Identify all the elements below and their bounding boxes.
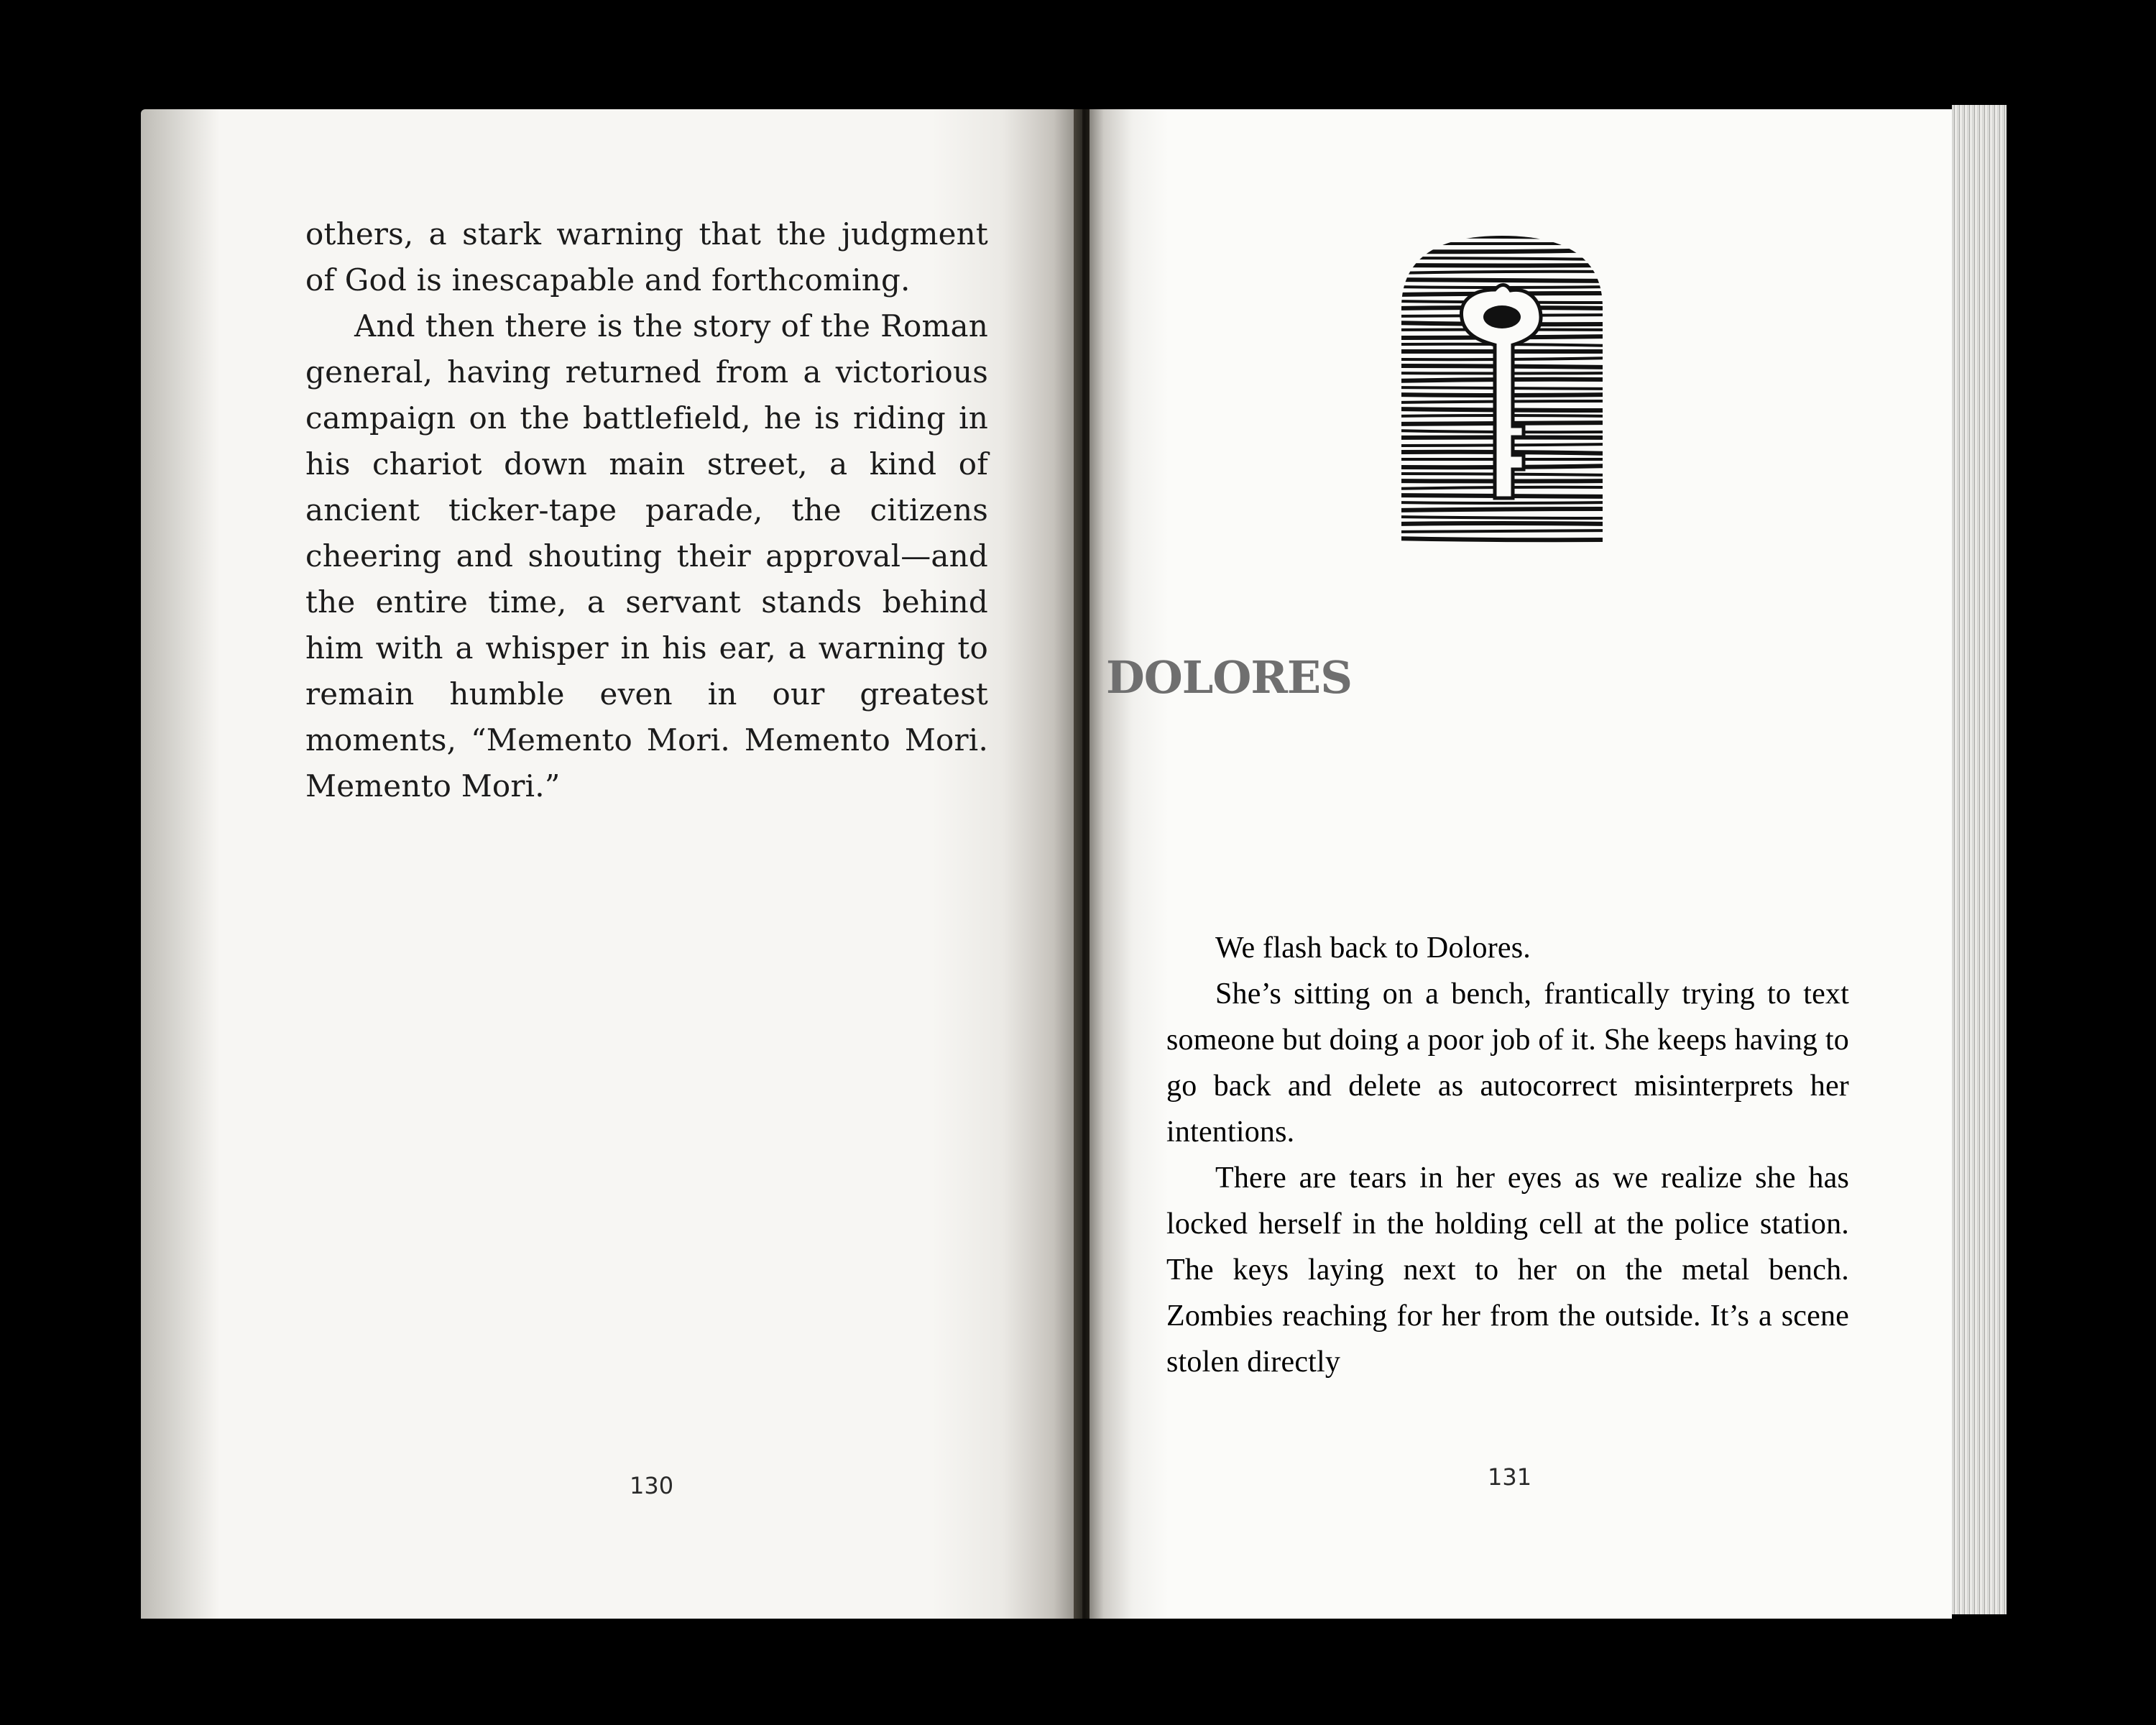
open-book [141, 95, 2007, 1626]
chapter-title: DOLORES [1106, 651, 1352, 704]
right-page-number: 131 [1488, 1463, 1532, 1491]
left-paragraph-2: And then there is the story of the Roman general, having returned from a victorious campaign on the battlefield, he is riding in his chariot down main street, a kind of ancient ticker-tape parade, the citizens cheering and shouting their approval—and the entire time, a servant stands behind him with a whisper in his ear, a warning to remain humble even in our greatest moments, “Memento Mori. Memento Mori. Memento Mori.” [305, 308, 988, 804]
ink-hatch-stroke [1394, 265, 1610, 266]
ink-hatch-stroke [1394, 258, 1610, 259]
right-paragraph-2: She’s sitting on a bench, frantically trying to text someone but doing a poor job of it. She keeps having to go back and delete as autocorrect misinterprets her intentions. [1166, 978, 1849, 1149]
page-fore-edge [1952, 105, 2007, 1614]
right-page-body [1166, 925, 1849, 1385]
left-page-body [305, 211, 988, 809]
ink-hatch-stroke [1394, 509, 1610, 510]
ink-hatch-stroke [1394, 236, 1610, 238]
ink-hatch-stroke [1394, 538, 1610, 540]
ink-hatch-stroke [1394, 517, 1610, 518]
ink-hatch-stroke [1394, 530, 1610, 532]
left-page [141, 109, 1082, 1619]
ink-hatch-stroke [1394, 502, 1610, 503]
left-paragraph-1: others, a stark warning that the judgment of God is inescapable and forthcoming. [305, 216, 988, 298]
right-paragraph-3: There are tears in her eyes as we realize she has locked herself in the holding cell at the police station. The keys laying next to her on the metal bench. Zombies reaching for her from the outside. It’s a scene stolen directly [1166, 1162, 1849, 1379]
key-icon [1387, 221, 1617, 545]
ink-hatch-stroke [1394, 523, 1610, 524]
ink-hatch-stroke [1394, 272, 1610, 273]
right-paragraph-1: We flash back to Dolores. [1215, 932, 1531, 965]
ink-hatch-stroke [1394, 280, 1610, 281]
ink-hatch-stroke [1394, 250, 1610, 252]
left-page-number: 130 [630, 1472, 674, 1499]
